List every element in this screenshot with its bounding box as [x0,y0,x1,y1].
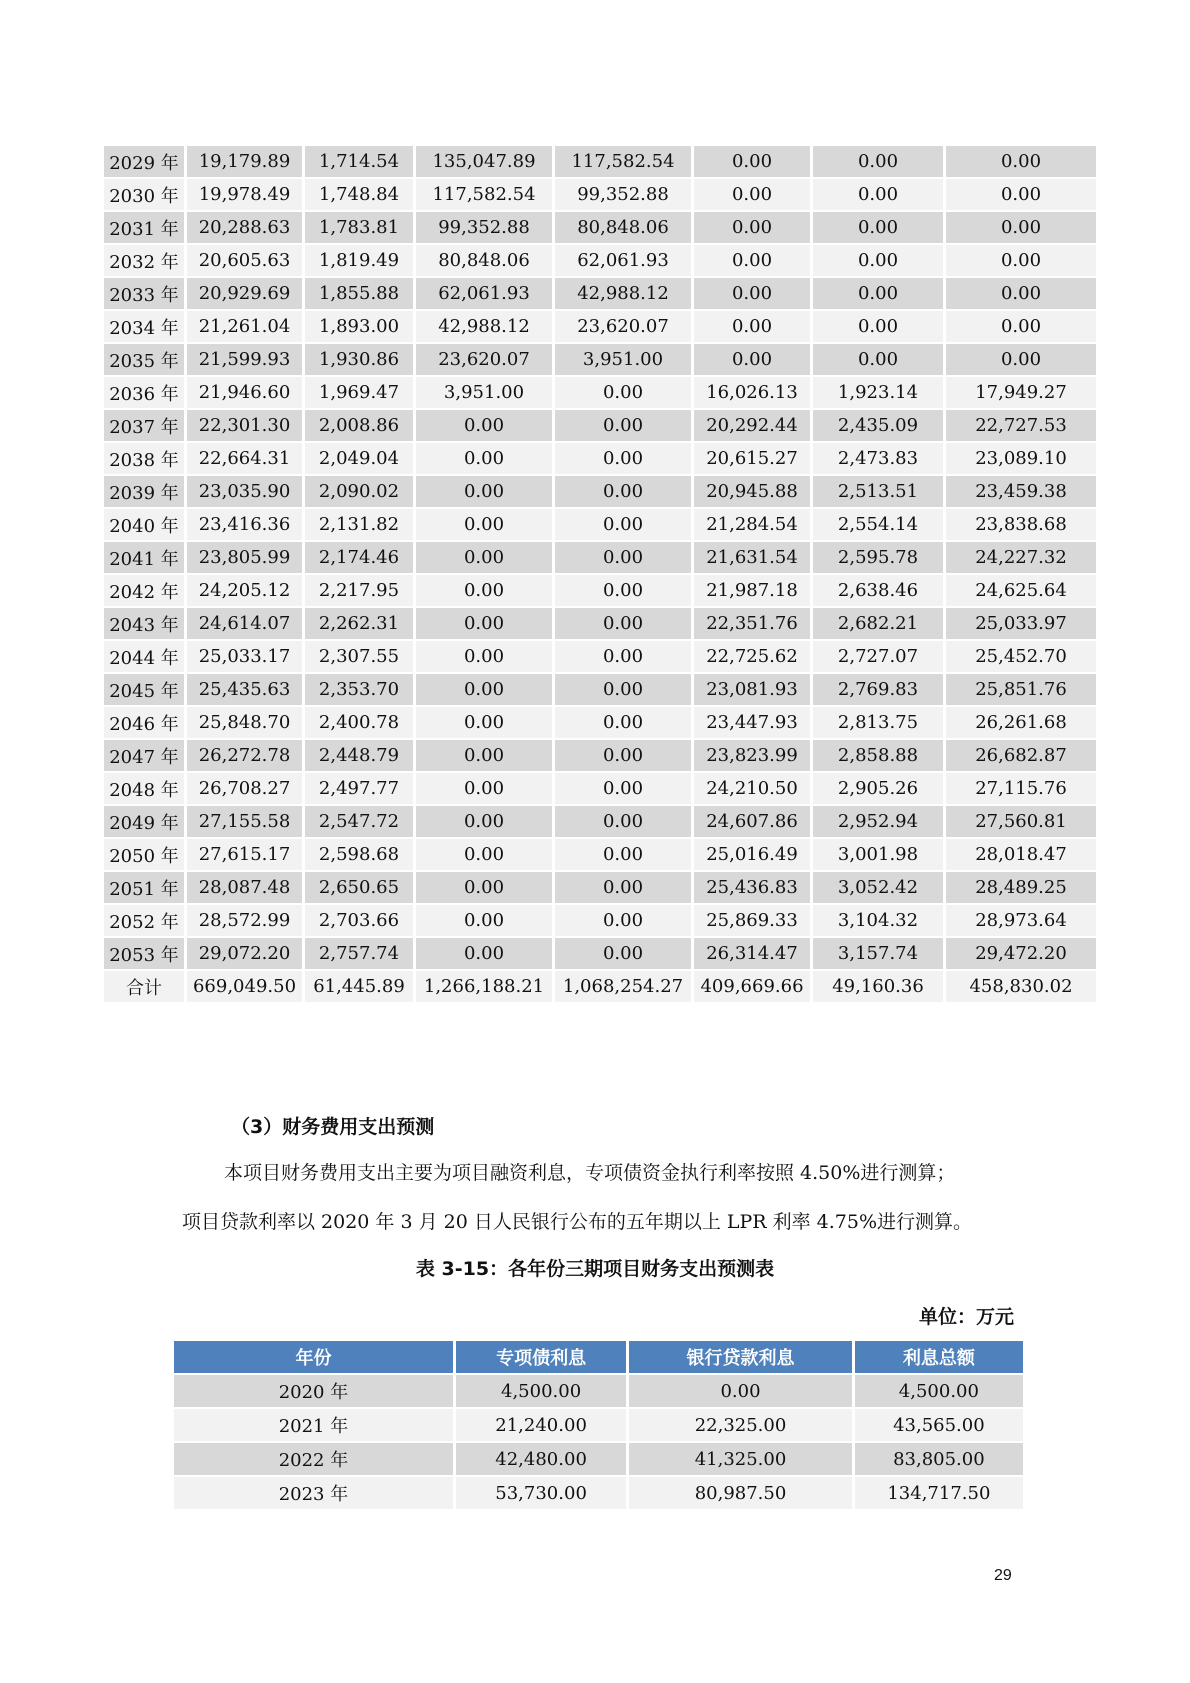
table-cell: 23,089.10 [946,443,1096,474]
table-cell: 99,352.88 [555,179,691,210]
table-row [104,476,1096,507]
table-cell: 2,547.72 [305,806,413,837]
table-cell: 0.00 [416,839,552,870]
table-cell: 24,205.12 [187,575,302,606]
table-cell: 2,813.75 [813,707,943,738]
table-cell: 2,703.66 [305,905,413,936]
table-cell: 24,607.86 [694,806,810,837]
table-row [104,311,1096,342]
table-cell: 24,210.50 [694,773,810,804]
table-row [104,146,1096,177]
table-cell: 0.00 [416,641,552,672]
table-cell: 28,489.25 [946,872,1096,903]
table-cell: 80,987.50 [629,1477,852,1509]
table-cell: 24,614.07 [187,608,302,639]
header-total-interest: 利息总额 [855,1341,1023,1373]
table-row [104,377,1096,408]
table-cell: 2,757.74 [305,938,413,969]
table-cell: 3,052.42 [813,872,943,903]
table-cell: 0.00 [555,872,691,903]
table-cell: 83,805.00 [855,1443,1023,1475]
table-cell: 26,314.47 [694,938,810,969]
table-cell: 2037 年 [104,410,184,441]
table-cell: 19,978.49 [187,179,302,210]
total-cell: 61,445.89 [305,971,413,1002]
table-row [104,707,1096,738]
table-cell: 2023 年 [174,1477,453,1509]
table-cell: 27,115.76 [946,773,1096,804]
table-cell: 2,650.65 [305,872,413,903]
table-cell: 21,261.04 [187,311,302,342]
table-cell: 20,288.63 [187,212,302,243]
table-cell: 2,262.31 [305,608,413,639]
table-cell: 0.00 [946,179,1096,210]
table-cell: 0.00 [555,608,691,639]
table-cell: 0.00 [416,773,552,804]
table-unit: 单位：万元 [918,1306,1014,1328]
table-cell: 0.00 [555,542,691,573]
table-row [174,1375,1023,1407]
table-cell: 2,513.51 [813,476,943,507]
table-cell: 25,869.33 [694,905,810,936]
table-cell: 0.00 [416,707,552,738]
table-cell: 0.00 [555,839,691,870]
table-cell: 2049 年 [104,806,184,837]
table-cell: 23,620.07 [555,311,691,342]
table-header-row [174,1341,1023,1373]
table-cell: 2,307.55 [305,641,413,672]
financial-expense-table [171,1339,1026,1511]
table-cell: 3,951.00 [416,377,552,408]
table-cell: 0.00 [555,410,691,441]
table-cell: 0.00 [946,146,1096,177]
table-row [104,410,1096,441]
table-cell: 23,447.93 [694,707,810,738]
table-cell: 2050 年 [104,839,184,870]
table-cell: 21,599.93 [187,344,302,375]
table-cell: 2,049.04 [305,443,413,474]
table-cell: 20,605.63 [187,245,302,276]
table-row [174,1477,1023,1509]
table-cell: 19,179.89 [187,146,302,177]
table-cell: 1,748.84 [305,179,413,210]
table-cell: 0.00 [555,773,691,804]
table-cell: 117,582.54 [555,146,691,177]
table-cell: 0.00 [813,311,943,342]
table-cell: 53,730.00 [456,1477,626,1509]
table-cell: 24,227.32 [946,542,1096,573]
table-cell: 25,851.76 [946,674,1096,705]
header-bank-loan-interest: 银行贷款利息 [629,1341,852,1373]
table-cell: 2,448.79 [305,740,413,771]
table-cell: 2032 年 [104,245,184,276]
table-row [104,575,1096,606]
table-row [104,839,1096,870]
table-cell: 0.00 [416,608,552,639]
table-cell: 0.00 [555,674,691,705]
table-cell: 2048 年 [104,773,184,804]
table-cell: 1,893.00 [305,311,413,342]
table-cell: 62,061.93 [555,245,691,276]
table-cell: 2,952.94 [813,806,943,837]
table-cell: 2,400.78 [305,707,413,738]
table-cell: 0.00 [416,872,552,903]
table-cell: 3,104.32 [813,905,943,936]
table-cell: 0.00 [946,245,1096,276]
table-cell: 1,930.86 [305,344,413,375]
page-number: 29 [994,1567,1012,1584]
table-cell: 25,033.17 [187,641,302,672]
total-row [104,971,1096,1002]
table-cell: 2022 年 [174,1443,453,1475]
table-cell: 25,016.49 [694,839,810,870]
table-cell: 0.00 [555,641,691,672]
table-row [104,641,1096,672]
table-cell: 0.00 [946,311,1096,342]
table-cell: 25,033.97 [946,608,1096,639]
table-cell: 22,351.76 [694,608,810,639]
financial-expense-body [174,1375,1023,1509]
header-special-bond-interest: 专项债利息 [456,1341,626,1373]
table-cell: 28,018.47 [946,839,1096,870]
table-cell: 0.00 [416,509,552,540]
table-cell: 2045 年 [104,674,184,705]
table-cell: 0.00 [555,443,691,474]
table-cell: 2033 年 [104,278,184,309]
table-cell: 2051 年 [104,872,184,903]
table-cell: 27,560.81 [946,806,1096,837]
table-row [104,443,1096,474]
table-cell: 80,848.06 [416,245,552,276]
table-cell: 2,131.82 [305,509,413,540]
table-cell: 134,717.50 [855,1477,1023,1509]
table-row [104,509,1096,540]
total-cell: 409,669.66 [694,971,810,1002]
table-cell: 0.00 [694,245,810,276]
table-cell: 2042 年 [104,575,184,606]
table-cell: 21,631.54 [694,542,810,573]
table-cell: 0.00 [813,146,943,177]
table-cell: 2029 年 [104,146,184,177]
interest-schedule-table-continued [101,144,1099,1004]
table-cell: 0.00 [416,938,552,969]
table-cell: 0.00 [416,410,552,441]
table-cell: 0.00 [555,938,691,969]
table-cell: 0.00 [416,905,552,936]
table-cell: 0.00 [813,245,943,276]
table-cell: 80,848.06 [555,212,691,243]
table-cell: 26,682.87 [946,740,1096,771]
table-cell: 25,848.70 [187,707,302,738]
table-cell: 2035 年 [104,344,184,375]
table-cell: 0.00 [555,707,691,738]
table-cell: 0.00 [694,146,810,177]
table-cell: 62,061.93 [416,278,552,309]
table-cell: 25,452.70 [946,641,1096,672]
total-cell: 458,830.02 [946,971,1096,1002]
table-cell: 17,949.27 [946,377,1096,408]
table-cell: 25,435.63 [187,674,302,705]
table-cell: 1,969.47 [305,377,413,408]
table-cell: 2,858.88 [813,740,943,771]
table-cell: 2,497.77 [305,773,413,804]
total-cell: 1,266,188.21 [416,971,552,1002]
table-cell: 3,951.00 [555,344,691,375]
table-cell: 16,026.13 [694,377,810,408]
table-cell: 0.00 [813,344,943,375]
table-cell: 2,353.70 [305,674,413,705]
table-row [104,344,1096,375]
table-cell: 2043 年 [104,608,184,639]
table-cell: 2046 年 [104,707,184,738]
table-cell: 23,823.99 [694,740,810,771]
table-cell: 0.00 [946,278,1096,309]
table-cell: 23,838.68 [946,509,1096,540]
table-cell: 28,087.48 [187,872,302,903]
table-cell: 0.00 [813,212,943,243]
table-cell: 0.00 [555,476,691,507]
table-cell: 2,598.68 [305,839,413,870]
table-cell: 21,987.18 [694,575,810,606]
table-cell: 0.00 [694,212,810,243]
table-cell: 2020 年 [174,1375,453,1407]
table-cell: 2,090.02 [305,476,413,507]
table-cell: 1,855.88 [305,278,413,309]
table-row [174,1443,1023,1475]
table-cell: 2,554.14 [813,509,943,540]
total-cell: 1,068,254.27 [555,971,691,1002]
paragraph-line-2: 项目贷款利率以 2020 年 3 月 20 日人民银行公布的五年期以上 LPR 利率 4.75%进行测算。 [182,1211,973,1233]
table-cell: 26,272.78 [187,740,302,771]
table-cell: 29,072.20 [187,938,302,969]
table-cell: 2,595.78 [813,542,943,573]
table-cell: 2034 年 [104,311,184,342]
table-cell: 0.00 [416,674,552,705]
header-year: 年份 [174,1341,453,1373]
table-cell: 0.00 [694,344,810,375]
table-cell: 26,261.68 [946,707,1096,738]
table-cell: 2047 年 [104,740,184,771]
table-cell: 21,946.60 [187,377,302,408]
table-row [104,773,1096,804]
table-row [174,1409,1023,1441]
table-cell: 0.00 [629,1375,852,1407]
total-cell: 合计 [104,971,184,1002]
table-cell: 25,436.83 [694,872,810,903]
table-cell: 22,301.30 [187,410,302,441]
table-cell: 0.00 [416,542,552,573]
table-cell: 1,819.49 [305,245,413,276]
table-cell: 2053 年 [104,938,184,969]
table-cell: 0.00 [416,806,552,837]
table-cell: 0.00 [555,806,691,837]
table-row [104,542,1096,573]
table-row [104,212,1096,243]
section-heading: （3）财务费用支出预测 [231,1116,435,1138]
table-cell: 2044 年 [104,641,184,672]
table-row [104,905,1096,936]
table-caption: 表 3-15：各年份三期项目财务支出预测表 [415,1258,775,1280]
table-cell: 0.00 [694,179,810,210]
table-cell: 0.00 [813,278,943,309]
table-cell: 28,572.99 [187,905,302,936]
table-cell: 99,352.88 [416,212,552,243]
table-row [104,674,1096,705]
table-cell: 2,638.46 [813,575,943,606]
table-cell: 2040 年 [104,509,184,540]
table-cell: 42,988.12 [416,311,552,342]
table-cell: 0.00 [555,905,691,936]
table-cell: 2021 年 [174,1409,453,1441]
table-cell: 2030 年 [104,179,184,210]
table-cell: 4,500.00 [456,1375,626,1407]
table-cell: 135,047.89 [416,146,552,177]
table-row [104,179,1096,210]
table-cell: 2,473.83 [813,443,943,474]
table-row [104,872,1096,903]
table-cell: 42,480.00 [456,1443,626,1475]
table-cell: 1,783.81 [305,212,413,243]
interest-schedule-body [104,146,1096,1002]
table-cell: 20,929.69 [187,278,302,309]
total-cell: 669,049.50 [187,971,302,1002]
table-cell: 4,500.00 [855,1375,1023,1407]
table-cell: 2039 年 [104,476,184,507]
table-cell: 0.00 [555,377,691,408]
table-cell: 22,727.53 [946,410,1096,441]
table-cell: 26,708.27 [187,773,302,804]
table-cell: 27,155.58 [187,806,302,837]
table-cell: 2052 年 [104,905,184,936]
table-cell: 42,988.12 [555,278,691,309]
table-cell: 22,725.62 [694,641,810,672]
table-cell: 1,714.54 [305,146,413,177]
table-row [104,245,1096,276]
table-cell: 2,727.07 [813,641,943,672]
table-cell: 21,284.54 [694,509,810,540]
table-cell: 20,945.88 [694,476,810,507]
table-cell: 3,001.98 [813,839,943,870]
table-cell: 2,769.83 [813,674,943,705]
table-cell: 0.00 [946,212,1096,243]
table-row [104,740,1096,771]
table-cell: 2,008.86 [305,410,413,441]
table-cell: 0.00 [946,344,1096,375]
table-row [104,806,1096,837]
table-cell: 41,325.00 [629,1443,852,1475]
table-cell: 23,081.93 [694,674,810,705]
table-cell: 2031 年 [104,212,184,243]
table-cell: 2,174.46 [305,542,413,573]
table-cell: 27,615.17 [187,839,302,870]
table-cell: 2041 年 [104,542,184,573]
table-cell: 0.00 [416,575,552,606]
table-cell: 0.00 [416,740,552,771]
table-cell: 0.00 [555,509,691,540]
table-cell: 2036 年 [104,377,184,408]
table-cell: 2,435.09 [813,410,943,441]
table-cell: 1,923.14 [813,377,943,408]
table-cell: 0.00 [694,311,810,342]
table-cell: 21,240.00 [456,1409,626,1441]
table-cell: 22,325.00 [629,1409,852,1441]
total-cell: 49,160.36 [813,971,943,1002]
table-cell: 23,805.99 [187,542,302,573]
table-cell: 23,035.90 [187,476,302,507]
table-cell: 3,157.74 [813,938,943,969]
table-cell: 2,217.95 [305,575,413,606]
table-row [104,278,1096,309]
table-cell: 0.00 [555,740,691,771]
table-cell: 0.00 [416,476,552,507]
table-cell: 0.00 [416,443,552,474]
paragraph-line-1: 本项目财务费用支出主要为项目融资利息，专项债资金执行利率按照 4.50%进行测算； [224,1162,956,1184]
table-cell: 2,905.26 [813,773,943,804]
table-cell: 29,472.20 [946,938,1096,969]
table-cell: 20,615.27 [694,443,810,474]
table-cell: 0.00 [813,179,943,210]
table-cell: 23,620.07 [416,344,552,375]
table-cell: 28,973.64 [946,905,1096,936]
table-cell: 43,565.00 [855,1409,1023,1441]
table-cell: 2,682.21 [813,608,943,639]
table-row [104,608,1096,639]
table-cell: 23,416.36 [187,509,302,540]
table-cell: 2038 年 [104,443,184,474]
table-cell: 0.00 [555,575,691,606]
table-row [104,938,1096,969]
table-cell: 24,625.64 [946,575,1096,606]
table-cell: 117,582.54 [416,179,552,210]
table-cell: 20,292.44 [694,410,810,441]
table-cell: 23,459.38 [946,476,1096,507]
table-cell: 0.00 [694,278,810,309]
table-cell: 22,664.31 [187,443,302,474]
